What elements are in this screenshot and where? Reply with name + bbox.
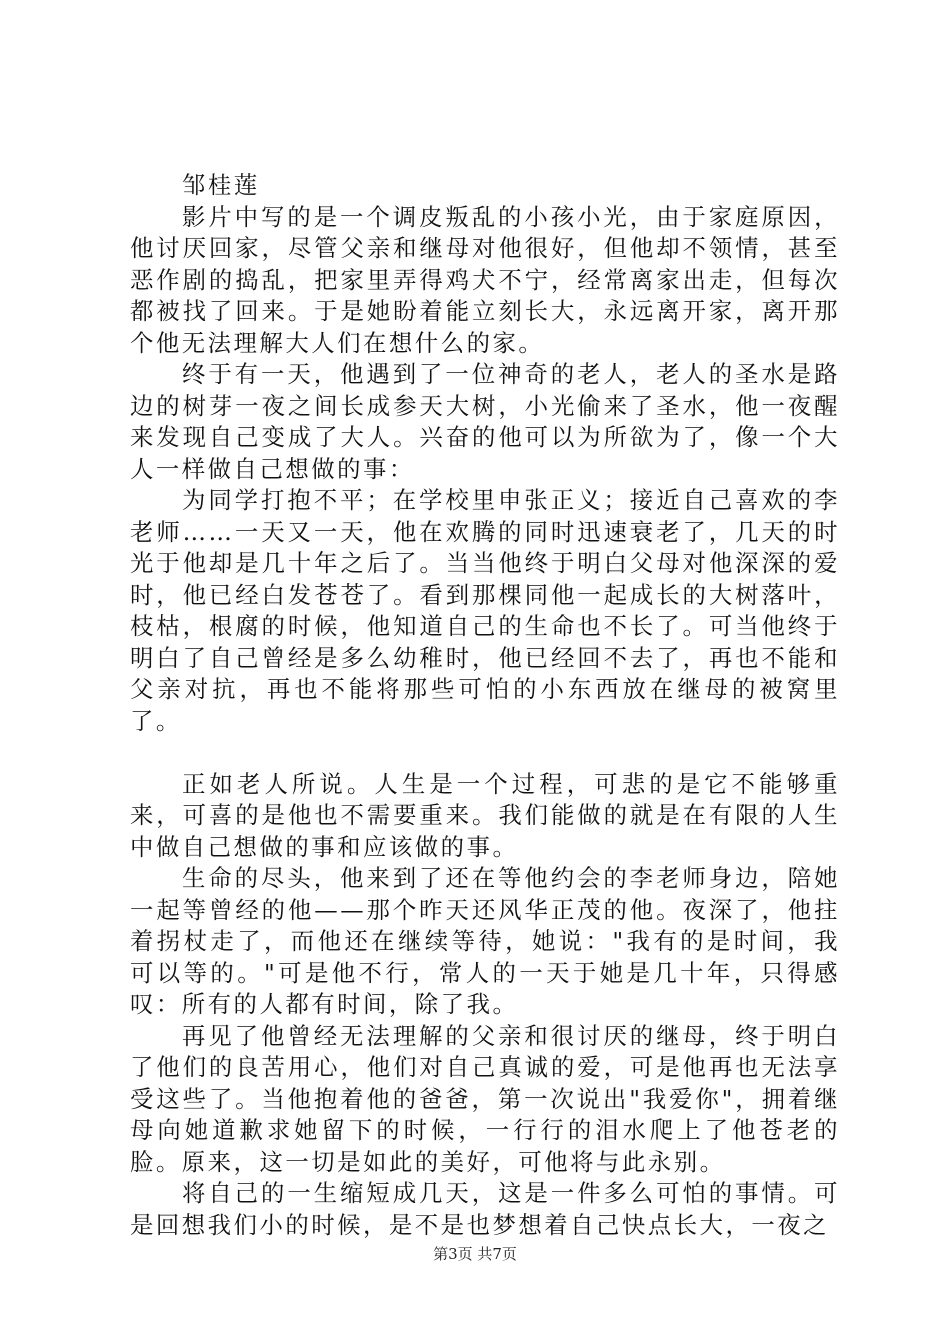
body-paragraph: 生命的尽头，他来到了还在等他约会的李老师身边，陪她一起等曾经的他——那个昨天还风华正茂的他。夜深了，他拄着拐杖走了，而他还在继续等待，她说："我有的是时间，我可以等的。"可是他不行，常人的一天于她是几十年，只得感叹：所有的人都有时间，除了我。: [130, 864, 840, 1018]
body-paragraph: 终于有一天，他遇到了一位神奇的老人，老人的圣水是路边的树芽一夜之间长成参天大树，小光偷来了圣水，他一夜醒来发现自己变成了大人。兴奋的他可以为所欲为了，像一个大人一样做自己想做的事：: [130, 360, 840, 483]
page-number-footer: 第3页 共7页: [433, 1245, 517, 1263]
author-name: 邹桂莲: [182, 171, 260, 199]
body-paragraph: 将自己的一生缩短成几天，这是一件多么可怕的事情。可是回想我们小的时候，是不是也梦想着自己快点长大，一夜之: [130, 1179, 840, 1239]
body-paragraph: 正如老人所说。人生是一个过程，可悲的是它不能够重来，可喜的是他也不需要重来。我们能做的就是在有限的人生中做自己想做的事和应该做的事。: [130, 769, 840, 861]
body-paragraph: 为同学打抱不平；在学校里申张正义；接近自己喜欢的李老师……一天又一天，他在欢腾的同时迅速衰老了，几天的时光于他却是几十年之后了。当当他终于明白父母对他深深的爱时，他已经白发苍苍了。看到那棵同他一起成长的大树落叶，枝枯，根腐的时候，他知道自己的生命也不长了。可当他终于明白了自己曾经是多么幼稚时，他已经回不去了，再也不能和父亲对抗，再也不能将那些可怕的小东西放在继母的被窝里了。: [130, 486, 840, 735]
document-body: [130, 170, 840, 1241]
body-paragraph: 影片中写的是一个调皮叛乱的小孩小光，由于家庭原因，他讨厌回家，尽管父亲和继母对他很好，但他却不领情，甚至恶作剧的捣乱，把家里弄得鸡犬不宁，经常离家出走，但每次都被找了回来。于是她盼着能立刻长大，永远离开家，离开那个他无法理解大人们在想什么的家。: [130, 202, 840, 357]
body-paragraph: 再见了他曾经无法理解的父亲和很讨厌的继母，终于明白了他们的良苦用心，他们对自己真诚的爱，可是他再也无法享受这些了。当他抱着他的爸爸，第一次说出"我爱你"，拥着继母向她道歉求她留下的时候，一行行的泪水爬上了他苍老的脸。原来，这一切是如此的美好，可他将与此永别。: [130, 1021, 840, 1176]
